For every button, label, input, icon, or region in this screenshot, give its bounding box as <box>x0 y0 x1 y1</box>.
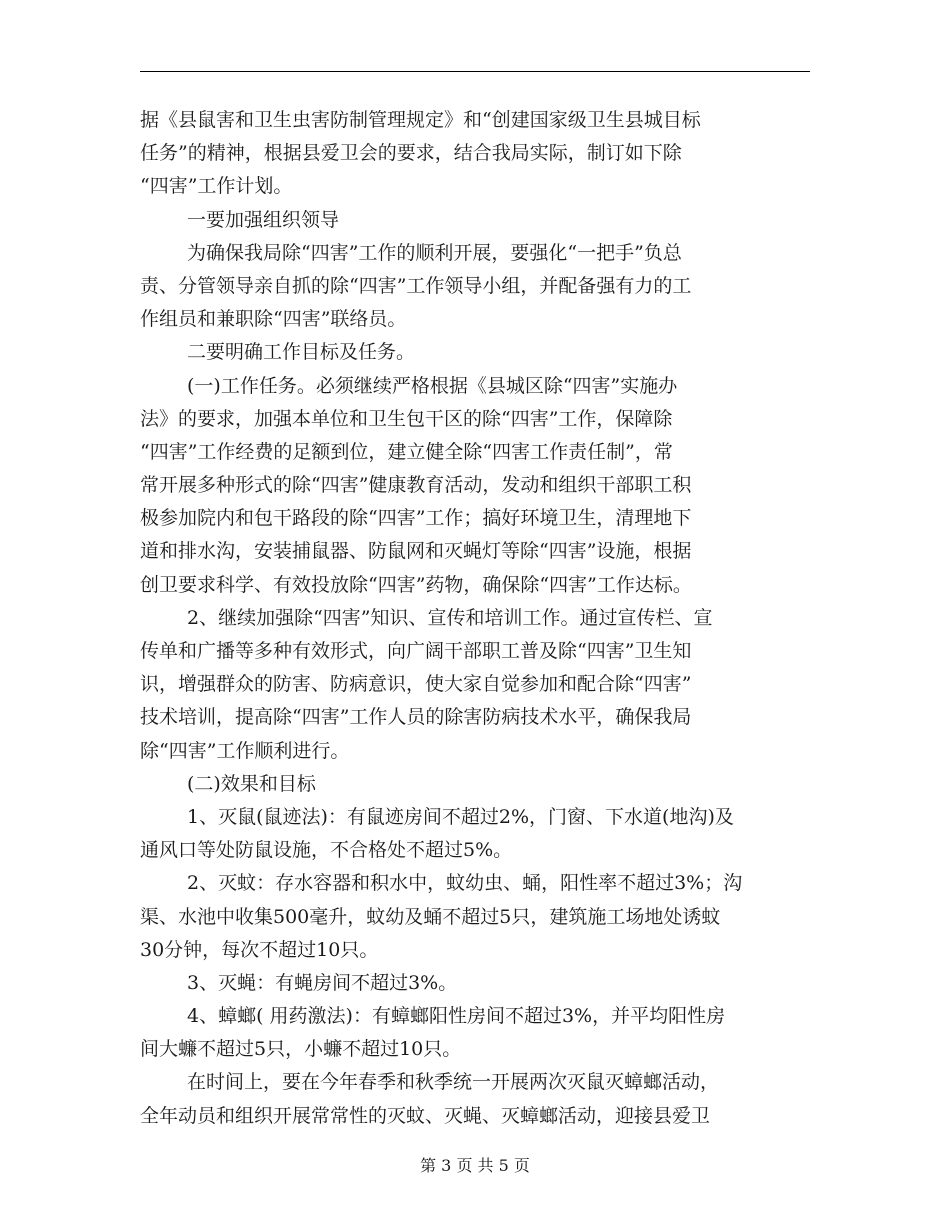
text-line: 任务”的精神，根据县爱卫会的要求，结合我局实际，制订如下除 <box>140 142 682 165</box>
text-line: 技术培训，提高除“四害”工作人员的除害防病技术水平，确保我局 <box>140 706 692 729</box>
text-line: 全年动员和组织开展常常性的灭蚊、灭蝇、灭蟑螂活动，迎接县爱卫 <box>140 1104 711 1127</box>
text-line: 2、继续加强除“四害”知识、宣传和培训工作。通过宣传栏、宣 <box>187 606 713 629</box>
text-line: 30分钟，每次不超过10只。 <box>140 938 379 961</box>
text-line: 为确保我局除“四害”工作的顺利开展，要强化“一把手”负总 <box>187 241 682 264</box>
text-line: 传单和广播等多种有效形式，向广阔干部职工普及除“四害”卫生知 <box>140 640 692 662</box>
text-line: 除“四害”工作顺利进行。 <box>140 739 350 762</box>
text-line: 渠、水池中收集500毫升，蚊幼及蛹不超过5只，建筑施工场地处诱蚊 <box>140 905 721 928</box>
text-line: 作组员和兼职除“四害”联络员。 <box>140 308 407 331</box>
text-line: 法》的要求，加强本单位和卫生包干区的除“四害”工作，保障除 <box>140 407 673 430</box>
text-line: 责、分管领导亲自抓的除“四害”工作领导小组，并配备强有力的工 <box>140 274 692 297</box>
header-rule <box>140 71 810 72</box>
text-line: 二要明确工作目标及任务。 <box>187 341 416 364</box>
text-line: 识，增强群众的防害、防病意识，使大家自觉参加和配合除“四害” <box>140 673 692 696</box>
text-line: 3、灭蝇：有蝇房间不超过3%。 <box>187 971 458 994</box>
text-line: 极参加院内和包干路段的除“四害”工作；搞好环境卫生，清理地下 <box>140 507 692 530</box>
text-line: 2、灭蚊：存水容器和积水中，蚊幼虫、蛹，阳性率不超过3%；沟 <box>187 872 743 895</box>
text-line: 4、蟑螂( 用药激法)：有蟑螂阳性房间不超过3%，并平均阳性房 <box>187 1005 726 1028</box>
text-line: 通风口等处防鼠设施，不合格处不超过5%。 <box>140 839 513 862</box>
document-body <box>140 104 810 1133</box>
text-line: (二)效果和目标 <box>187 772 316 795</box>
page-number-footer: 第 3 页 共 5 页 <box>420 1156 530 1175</box>
text-line: 间大蠊不超过5只，小蠊不超过10只。 <box>140 1038 462 1061</box>
text-line: 1、灭鼠(鼠迹法)：有鼠迹房间不超过2%，门窗、下水道(地沟)及 <box>187 805 734 828</box>
text-line: 在时间上，要在今年春季和秋季统一开展两次灭鼠灭蟑螂活动， <box>187 1071 720 1094</box>
text-line: 创卫要求科学、有效投放除“四害”药物，确保除“四害”工作达标。 <box>140 573 692 596</box>
text-line: (一)工作任务。必须继续严格根据《县城区除“四害”实施办 <box>187 374 678 397</box>
text-line: “四害”工作经费的足额到位，建立健全除“四害工作责任制”，常 <box>140 440 673 463</box>
text-line: 道和排水沟，安装捕鼠器、防鼠网和灭蝇灯等除“四害”设施，根据 <box>140 540 692 563</box>
text-line: 据《县鼠害和卫生虫害防制管理规定》和“创建国家级卫生县城目标 <box>140 109 701 131</box>
text-line: “四害”工作计划。 <box>140 175 293 198</box>
text-line: 一要加强组织领导 <box>187 208 340 231</box>
text-line: 常开展多种形式的除“四害”健康教育活动，发动和组织干部职工积 <box>140 474 692 497</box>
